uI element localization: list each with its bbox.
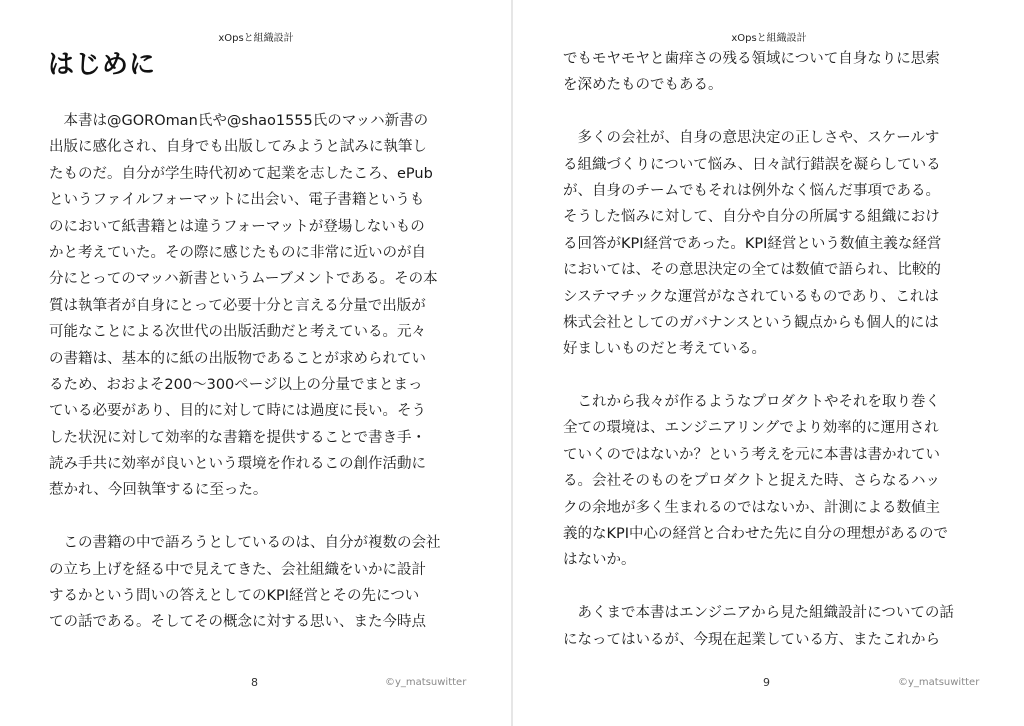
text-line: 義的なKPI中心の経営と合わせた先に自分の理想があるので (563, 526, 949, 543)
text-line: するかという問いの答えとしてのKPI経営とその先につい (49, 588, 420, 605)
text-line: 株式会社としてのガバナンスという観点からも個人的には (563, 314, 939, 331)
paragraph-break (49, 504, 469, 530)
text-line: ていくのではないか？という考えを元に本書は書かれてい (563, 446, 940, 463)
text-line: ての話である。そしてその概念に対する思い、また今時点 (49, 614, 426, 631)
text-line: そうした悩みに対して、自分や自分の所属する組織におけ (563, 209, 940, 226)
text-line: 分にとってのマッハ新書というムーブメントである。その本 (49, 271, 438, 288)
chapter-title: はじめに (48, 50, 157, 80)
text-line: る組織づくりについて悩み、日々試行錯誤を凝らしている (563, 156, 941, 173)
author-credit: ©y_matsuwitter (385, 677, 467, 688)
page-number: 9 (763, 676, 770, 689)
text-line: 本書は@GOROman氏や@shao1555氏のマッハ新書の (49, 113, 429, 129)
text-line: この書籍の中で語ろうとしているのは、自分が複数の会社 (49, 535, 441, 552)
paragraph-break (563, 99, 983, 125)
text-line: これから我々が作るようなプロダクトやそれを取り巻く (563, 394, 940, 411)
text-line: になってはいるが、今現在起業している方、またこれから (563, 631, 940, 648)
paragraph-break (563, 574, 983, 600)
text-line: システマチックな運営がなされているものであり、これは (563, 288, 939, 305)
text-line: というファイルフォーマットに出会い、電子書籍というも (49, 192, 425, 209)
text-line: の立ち上げを経る中で見えてきた、会社組織をいかに設計 (49, 561, 426, 578)
text-line: たものだ。自分が学生時代初めて起業を志したころ、ePub (49, 165, 433, 182)
text-line: る。会社そのものをプロダクトと捉えた時、さらなるハッ (563, 473, 940, 490)
text-line: はないか。 (563, 552, 636, 569)
running-head: xOpsと組織設計 (731, 33, 807, 44)
running-head: xOpsと組織設計 (218, 33, 294, 44)
text-line: 質は執筆者が自身にとって必要十分と言える分量で出版が (49, 297, 426, 314)
text-line: 可能なことによる次世代の出版活動だと考えている。元々 (49, 324, 426, 341)
left-page (0, 0, 511, 726)
text-line: る回答がKPI経営であった。KPI経営という数値主義な経営 (563, 235, 942, 252)
text-line: あくまで本書はエンジニアから見た組織設計についての話 (563, 605, 954, 622)
text-line: るため、おおよそ200〜300ページ以上の分量でまとまっ (49, 376, 423, 393)
body-text (563, 46, 983, 653)
body-text (49, 108, 469, 636)
text-line: した状況に対して効率的な書籍を提供することで書き手・ (49, 429, 426, 446)
text-line: クの余地が多く生まれるのではないか、計測による数値主 (563, 499, 940, 516)
text-line: においては、その意思決定の全ては数値で語られ、比較的 (563, 262, 941, 279)
text-line: 出版に感化され、自身でも出版してみようと試みに執筆し (49, 139, 427, 156)
text-line: ている必要があり、目的に対して時には過度に長い。そう (49, 403, 426, 420)
text-line: のにおいて紙書籍とは違うフォーマットが登場しないもの (49, 218, 425, 235)
text-line: 多くの会社が、自身の意思決定の正しさや、スケールす (563, 130, 940, 147)
text-line: 惹かれ、今回執筆するに至った。 (49, 482, 268, 499)
right-page (513, 0, 1024, 726)
text-line: かと考えていた。その際に感じたものに非常に近いのが自 (49, 244, 426, 261)
text-line: 好ましいものだと考えている。 (563, 341, 766, 358)
text-line: 全ての環境は、エンジニアリングでより効率的に運用され (563, 420, 939, 437)
page-number: 8 (251, 676, 258, 689)
text-line: の書籍は、基本的に紙の出版物であることが求められてい (49, 350, 426, 367)
paragraph-break (563, 363, 983, 389)
text-line: 読み手共に効率が良いという環境を作れるこの創作活動に (49, 456, 426, 473)
author-credit: ©y_matsuwitter (898, 677, 980, 688)
text-line: でもモヤモヤと歯痒さの残る領域について自身なりに思索 (563, 51, 940, 67)
text-line: を深めたものでもある。 (563, 77, 723, 94)
text-line: が、自身のチームでもそれは例外なく悩んだ事項である。 (563, 182, 940, 199)
